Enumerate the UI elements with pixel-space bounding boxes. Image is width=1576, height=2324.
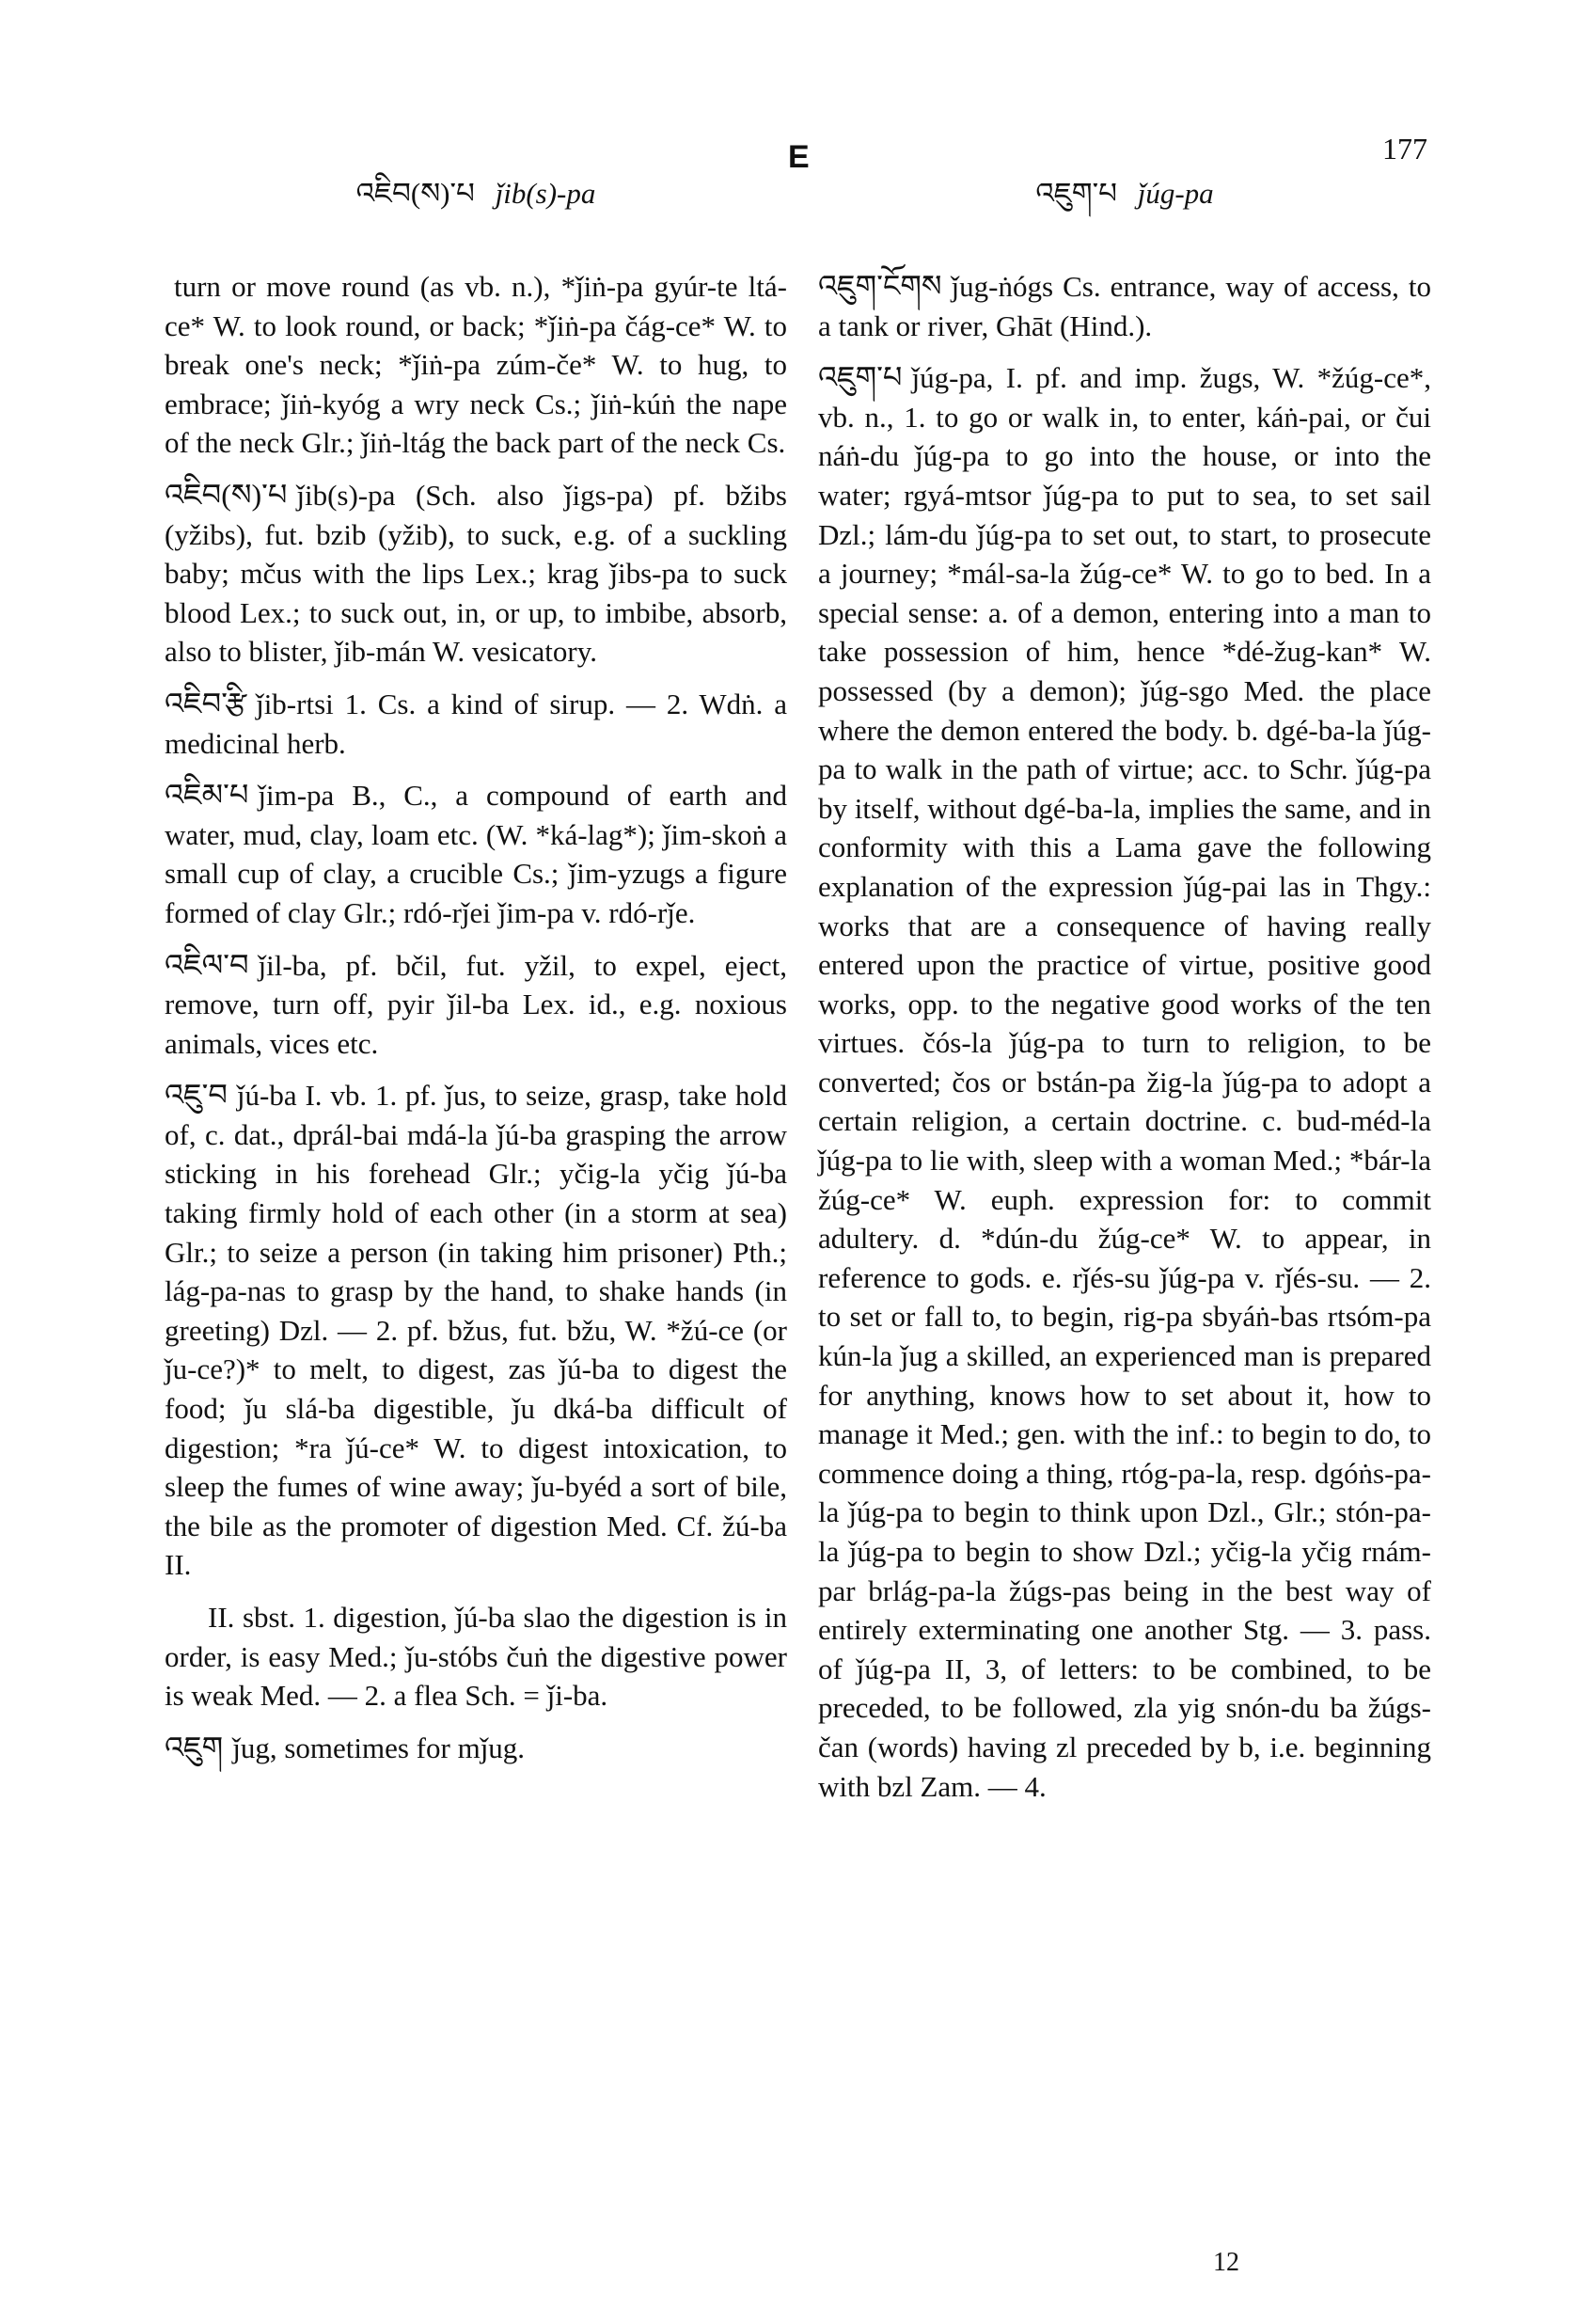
entry: [165, 1076, 787, 1585]
signature-mark: 12: [1213, 2248, 1239, 2277]
right-running-head-translit: ǰúg-pa: [1137, 177, 1214, 210]
entry: [165, 1729, 787, 1768]
entry-headword: འཇུག་པ: [818, 360, 903, 395]
entry: [165, 1598, 787, 1715]
entry-headword: འཇིབ་རྩི: [165, 686, 247, 720]
left-column: [165, 166, 787, 1780]
entry-headword: འཇུག: [165, 1730, 224, 1764]
entry: [165, 476, 787, 672]
entry: [818, 358, 1431, 1806]
entry: [165, 267, 787, 463]
entry-text: ǰim-pa B., C., a compound of earth and water, mud, clay, loam etc. (W. *ká-lag*); ǰim-skoṅ a small cup of clay, a crucible Cs.; ǰim-yzugs a figure formed of clay Glr.; rdó-rǰei ǰim-pa v. rdó-rǰe.: [165, 779, 787, 929]
entry: [165, 776, 787, 932]
entry-text: ǰug-ṅógs Cs. entrance, way of access, to a tank or river, Ghāt (Hind.).: [818, 270, 1431, 342]
entry-text: ǰib-rtsi 1. Cs. a kind of sirup. — 2. Wdṅ. a medicinal herb.: [165, 687, 787, 760]
entry-text: ǰil-ba, pf. bčil, fut. yžil, to expel, eject, remove, turn off, pyir ǰil-ba Lex. id., e.g. noxious animals, vices etc.: [165, 948, 787, 1060]
entry-headword: འཇིམ་པ: [165, 778, 249, 813]
entry-headword: འཇུག་ངོགས: [818, 269, 942, 303]
left-running-head-translit: ǰib(s)-pa: [495, 177, 596, 210]
left-running-head-tibetan: འཇིབ(ས)་པ: [355, 177, 475, 210]
entry-text: ǰúg-pa, I. pf. and imp. žugs, W. *žúg-ce*, vb. n., 1. to go or walk in, to enter, káṅ-pai, or čui náṅ-du ǰúg-pa to go into the house, or into the water; rgyá-mtsor ǰúg-pa to put to sea, to set sail Dzl.; lám-du ǰúg-pa to set out, to start, to prosecute a journey; *mál-sa-la žúg-ce* W. to go to bed. In a special sense: a. of a demon, entering into a man to take possession of him, hence *dé-žug-kan* W. possessed (by a demon); ǰúg-sgo Med. the place where the demon entered the body. b. dgé-ba-la ǰúg-pa to walk in the path of virtue; acc. to Schr. ǰúg-pa by itself, without dgé-ba-la, implies the same, and in conformity with this a Lama gave the following explanation of the expression ǰúg-pai las in Thgy.: works that are a consequence of having really entered upon the practice of virtue, positive good works, opp. to the negative good works of the ten virtues. čós-la ǰúg-pa to turn to religion, to be converted; čos or bstán-pa žig-la ǰúg-pa to adopt a certain religion, a certain doctrine. c. bud-méd-la ǰúg-pa to lie with, sleep with a woman Med.; *bár-la žúg-ce* W. euph. expression for: to commit adultery. d. *dún-du žúg-ce* W. to appear, in reference to gods. e. rǰés-su ǰúg-pa v. rǰés-su. — 2. to set or fall to, to begin, rig-pa sbyáṅ-bas rtsóm-pa kún-la ǰug a skilled, an experienced man is prepared for anything, knows how to set about it, how to manage it Med.; gen. with the inf.: to begin to do, to commence doing a thing, rtóg-pa-la, resp. dgóṅs-pa-la ǰúg-pa to begin to think upon Dzl., Glr.; stón-pa-la ǰúg-pa to begin to show Dzl.; yčig-la yčig rnám-par brlág-pa-la žúgs-pas being in the best way of entirely exterminating one another Stg. — 3. pass. of ǰúg-pa II, 3, of letters: to be combined, to be preceded, to be followed, zla yig snón-du ba žúgs-čan (words) having zl preceded by b, i.e. beginning with bzl Zam. — 4.: [818, 361, 1431, 1803]
right-running-head-tibetan: འཇུག་པ: [1035, 177, 1117, 210]
entry: [165, 685, 787, 763]
entry-headword: འཇིལ་བ: [165, 947, 249, 982]
entry-text: ǰú-ba I. vb. 1. pf. ǰus, to seize, grasp, take hold of, c. dat., dprál-bai mdá-la ǰú-ba grasping the arrow sticking in his forehead Glr.; yčig-la yčig ǰú-ba taking firmly hold of each other (in a storm at sea) Glr.; to seize a person (in taking him prisoner) Pth.; lág-pa-nas to grasp by the hand, to shake hands (in greeting) Dzl. — 2. pf. bžus, fut. bžu, W. *žú-ce (or ǰu-ce?)* to melt, to digest, zas ǰú-ba to digest the food; ǰu slá-ba digestible, ǰu dká-ba difficult of digestion; *ra ǰú-ce* W. to digest intoxication, to sleep the fumes of wine away; ǰu-byéd a sort of bile, the bile as the promoter of digestion Med. Cf. žú-ba II.: [165, 1079, 787, 1582]
page-number: 177: [1382, 132, 1427, 166]
section-letter: E: [788, 139, 810, 175]
entry-headword: འཇུ་བ: [165, 1078, 228, 1113]
entry-headword: འཇིབ(ས)་པ: [165, 477, 288, 512]
entry-text: ǰib(s)-pa (Sch. also ǰigs-pa) pf. bžibs (yžibs), fut. bzib (yžib), to suck, e.g. of a suckling baby; mčus with the lips Lex.; krag ǰibs-pa to suck blood Lex.; to suck out, in, or up, to imbibe, absorb, also to blister, ǰib-mán W. vesicatory.: [165, 478, 787, 669]
entry-text: II. sbst. 1. digestion, ǰú-ba slao the digestion is in order, is easy Med.; ǰu-stóbs čuṅ the digestive power is weak Med. — 2. a flea Sch. = ǰi-ba.: [165, 1601, 787, 1713]
right-running-head: [818, 166, 1431, 241]
entry-text: turn or move round (as vb. n.), *ǰiṅ-pa gyúr-te ltá-ce* W. to look round, or back; *ǰiṅ-pa čág-ce* W. to break one's neck; *ǰiṅ-pa zúm-če* W. to hug, to embrace; ǰiṅ-kyóg a wry neck Cs.; ǰiṅ-kúṅ the nape of the neck Glr.; ǰiṅ-ltág the back part of the neck Cs.: [165, 270, 787, 460]
right-column: [818, 166, 1431, 1819]
entry: [818, 267, 1431, 345]
left-running-head: [165, 166, 787, 241]
entry-text: ǰug, sometimes for mǰug.: [232, 1731, 526, 1764]
entry: [165, 946, 787, 1064]
